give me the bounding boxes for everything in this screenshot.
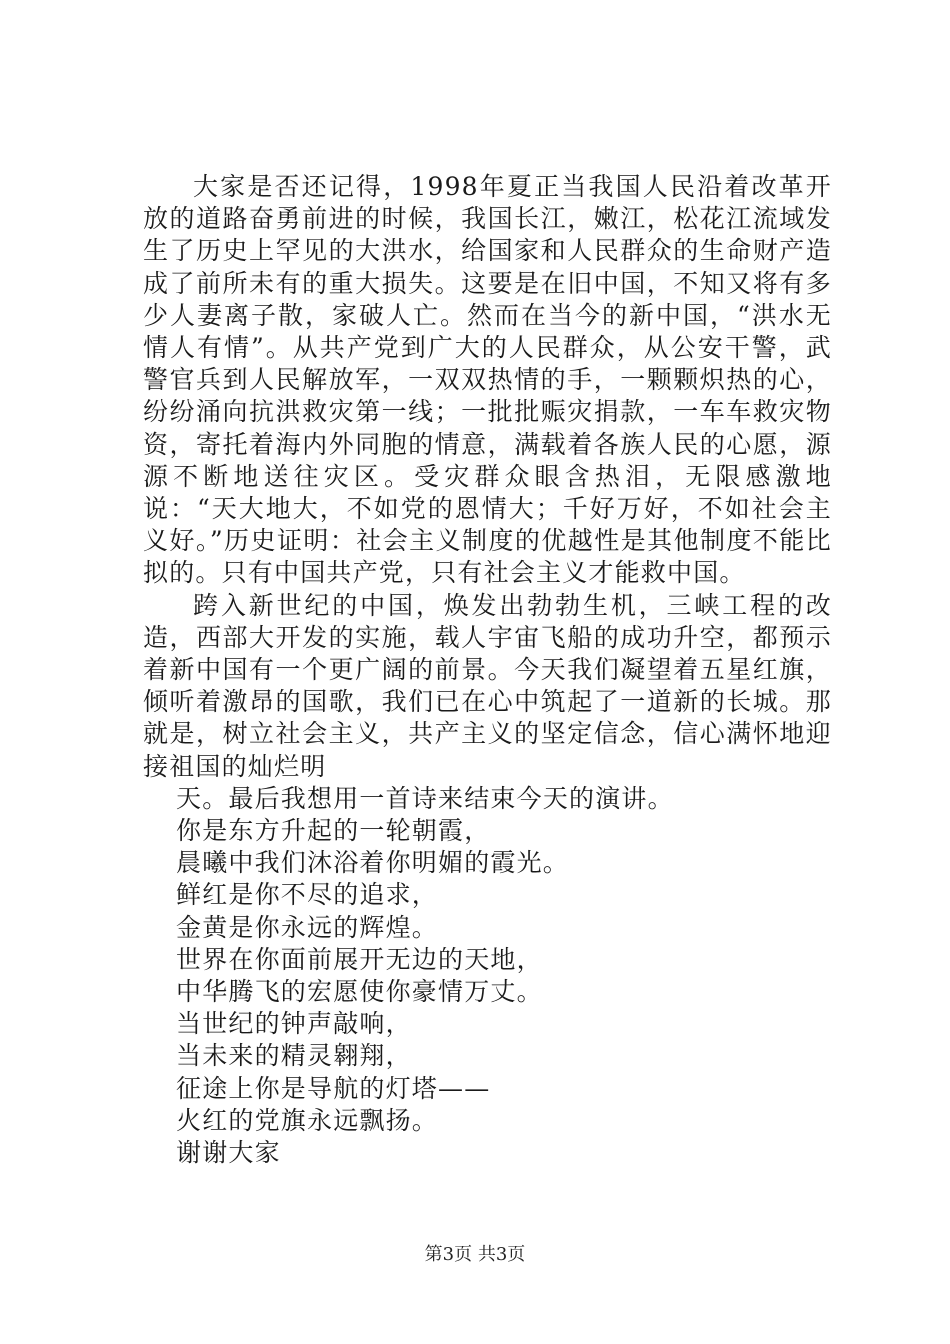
paragraph-flood: 大家是否还记得，1998年夏正当我国人民沿着改革开放的道路奋勇前进的时候，我国长江，嫩江，松花江流域发生了历史上罕见的大洪水，给国家和人民群众的生命财产造成了前所未有的重大损失。这要是在旧中国，不知又将有多少人妻离子散，家破人亡。然而在当今的新中国，“洪水无情人有情”。从共产党到广大的人民群众，从公安干警，武警官兵到人民解放军，一双双热情的手，一颗颗炽热的心，纷纷涌向抗洪救灾第一线；一批批赈灾捐款，一车车救灾物资，寄托着海内外同胞的情意，满载着各族人民的心愿，源源不断地送往灾区。受灾群众眼含热泪，无限感激地说：“天大地大，不如党的恩情大；千好万好，不如社会主义好。”历史证明：社会主义制度的优越性是其他制度不能比拟的。只有中国共产党，只有社会主义才能救中国。 [143, 172, 832, 588]
poem-block [143, 783, 832, 1169]
poem-line: 中华腾飞的宏愿使你豪情万丈。 [176, 977, 543, 1007]
poem-line: 天。最后我想用一首诗来结束今天的演讲。 [176, 783, 674, 813]
poem-line: 火红的党旗永远飘扬。 [176, 1105, 439, 1135]
poem-line: 金黄是你永远的辉煌。 [176, 912, 439, 942]
poem-line: 当未来的精灵翱翔， [176, 1041, 412, 1071]
poem-line: 你是东方升起的一轮朝霞， [176, 816, 491, 846]
poem-line: 晨曦中我们沐浴着你明媚的霞光。 [176, 848, 570, 878]
poem-line: 征途上你是导航的灯塔—— [176, 1073, 491, 1103]
poem-line: 鲜红是你不尽的追求， [176, 880, 439, 910]
poem-line: 当世纪的钟声敲响， [176, 1009, 412, 1039]
poem-line: 世界在你面前展开无边的天地， [176, 944, 543, 974]
page-footer: 第3页 共3页 [424, 1244, 526, 1265]
paragraph-new-century: 跨入新世纪的中国，焕发出勃勃生机，三峡工程的改造，西部大开发的实施，载人宇宙飞船的成功升空，都预示着新中国有一个更广阔的前景。今天我们凝望着五星红旗，倾听着激昂的国歌，我们已在心中筑起了一道新的长城。那就是，树立社会主义，共产主义的坚定信念，信心满怀地迎接祖国的灿烂明 [143, 590, 832, 781]
document-body [143, 171, 832, 1169]
closing-line: 谢谢大家 [176, 1138, 281, 1168]
